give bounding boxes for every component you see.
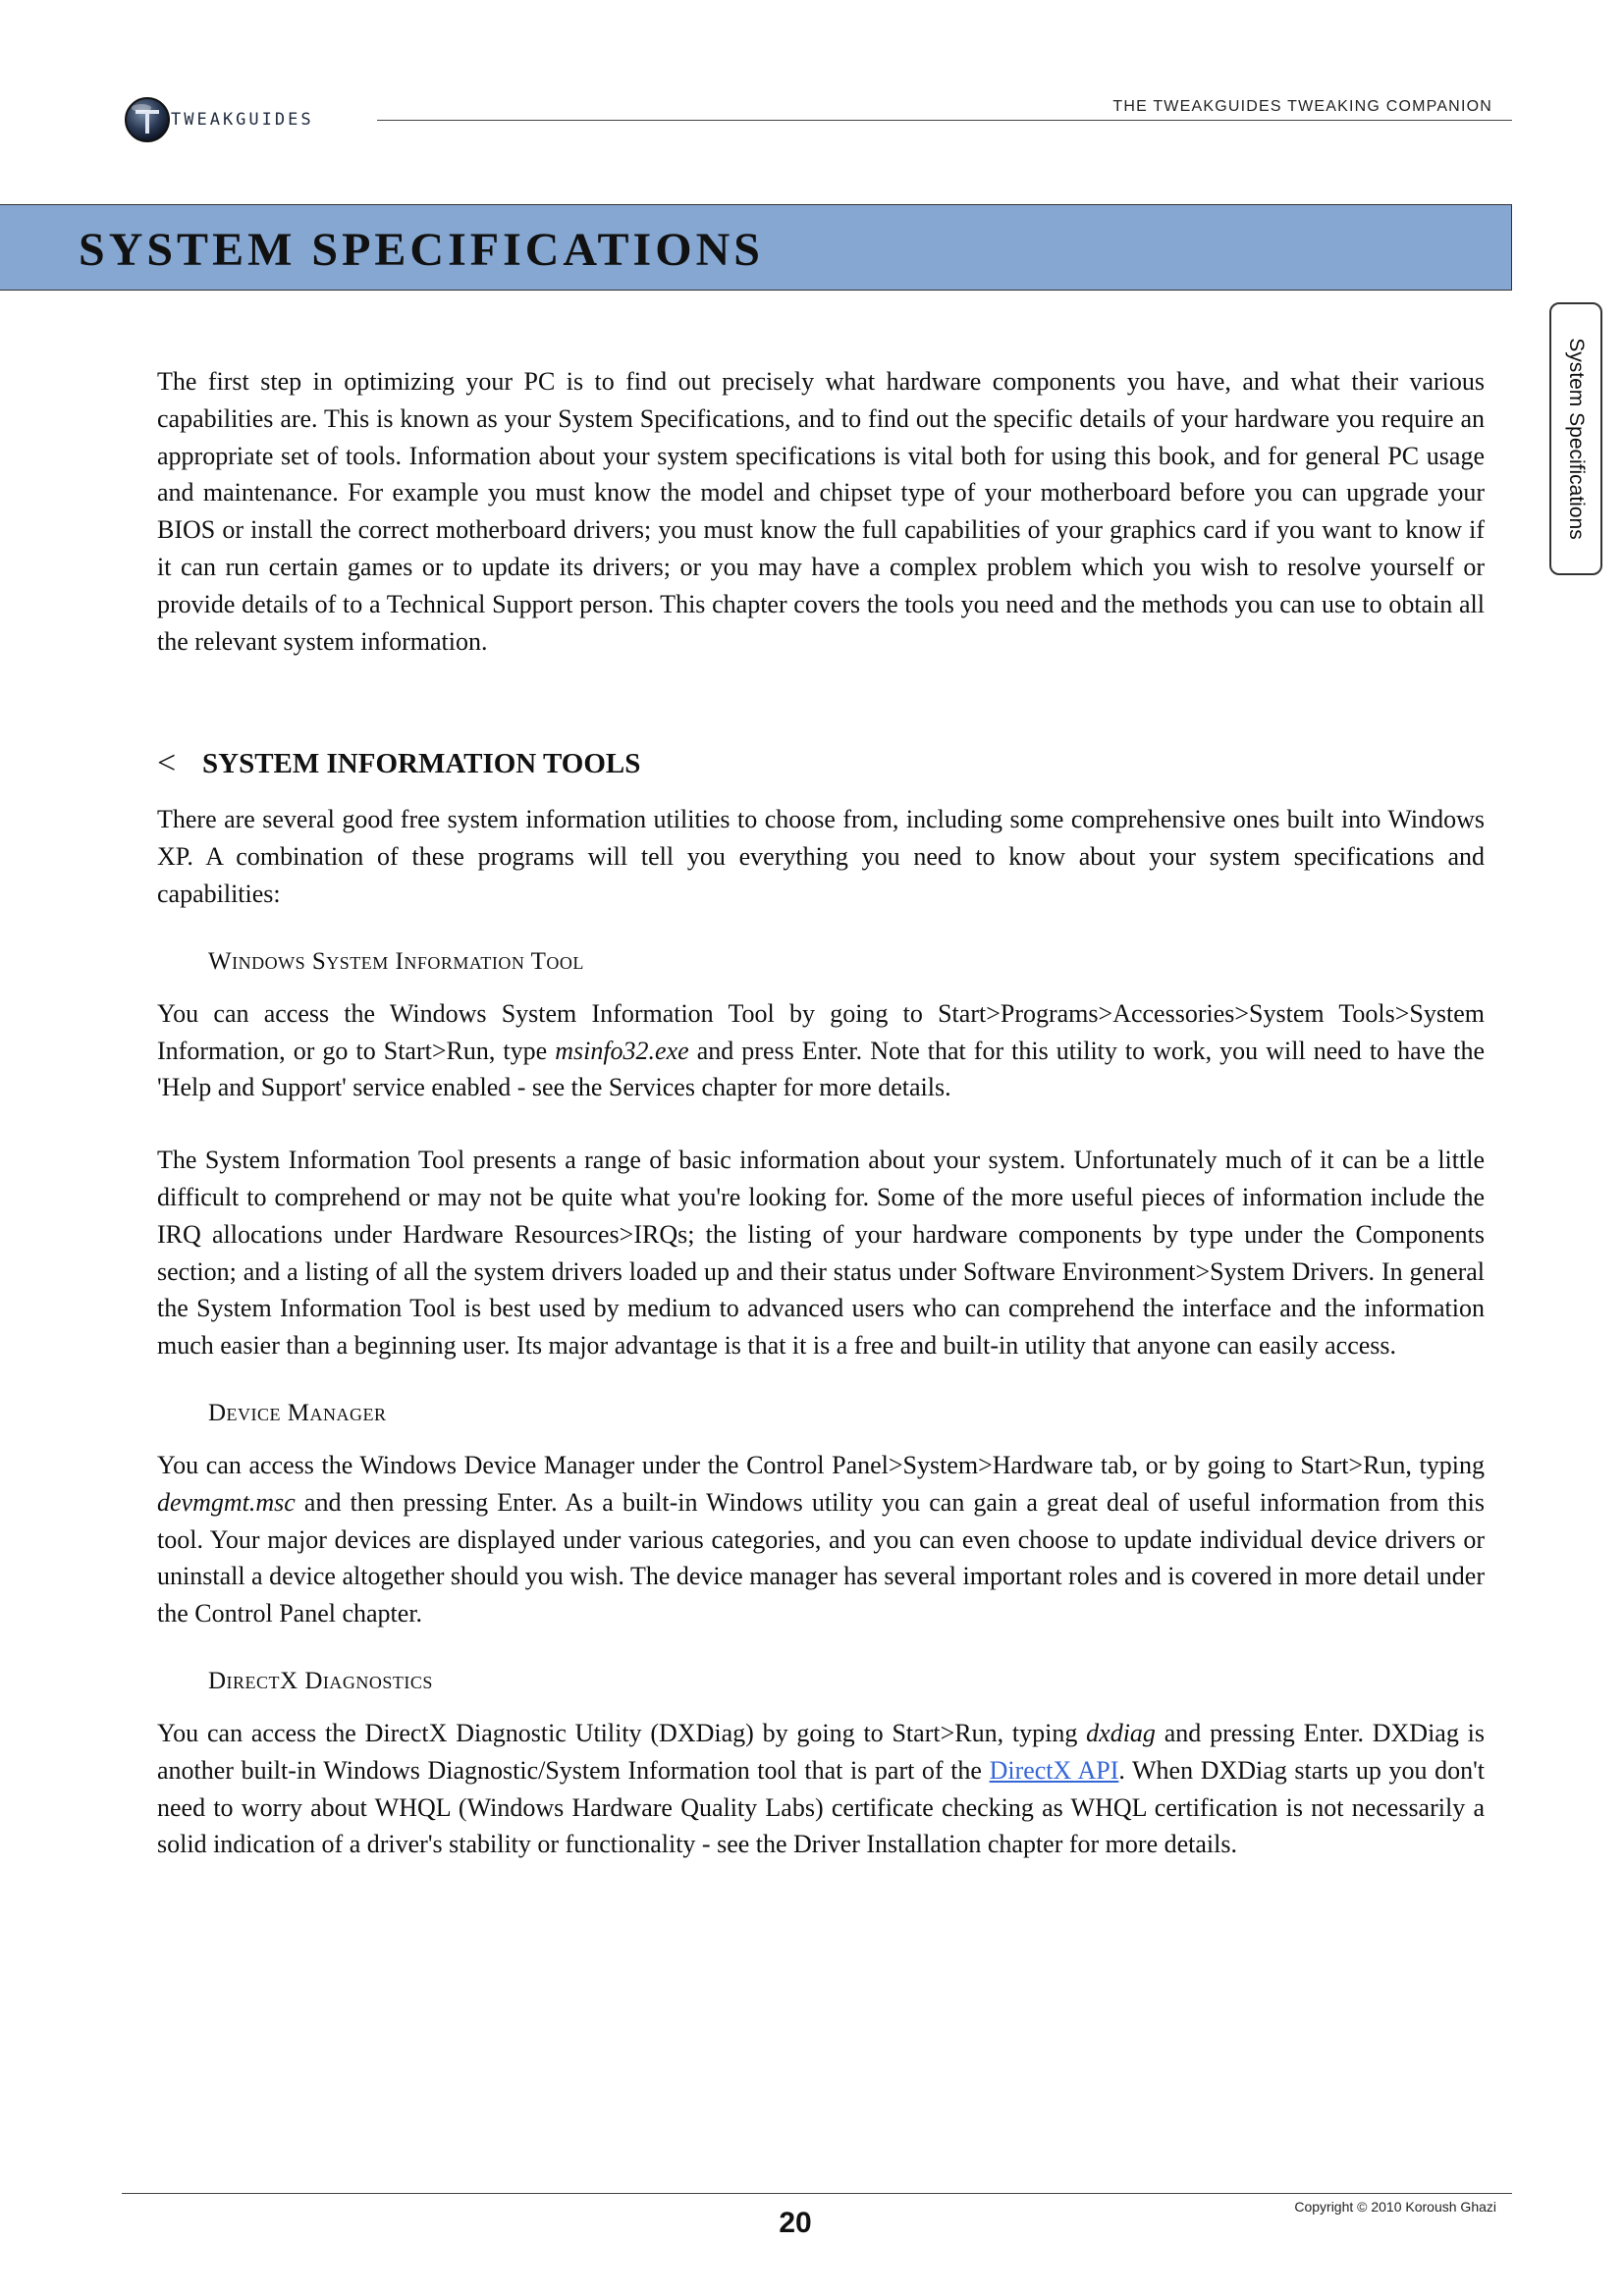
- title-band: [0, 204, 1512, 291]
- side-tab-label: System Specifications: [1565, 338, 1588, 540]
- section-heading: [157, 744, 1485, 783]
- page-number: 20: [779, 2207, 812, 2239]
- footer-rule: [122, 2193, 1512, 2194]
- msinfo-command: msinfo32.exe: [555, 1036, 689, 1065]
- wsit-paragraph-2: The System Information Tool presents a range of basic information about your system. Unfortunately much of it can be a little difficult to comprehend or may not be quite what you're looking for. Some of the more useful pieces of information include the IRQ allocations under Hardware Resources>IRQs; the listing of your hardware components by type under the Components section; and a listing of all the system drivers loaded up and their status under Software Environment>System Drivers. In general the System Information Tool is best used by medium to advanced users who can comprehend the interface and the information much easier than a beginning user. Its major advantage is that it is a free and built-in utility that anyone can easily access.: [157, 1146, 1485, 1361]
- side-tab: [1549, 302, 1602, 575]
- section-intro-paragraph: There are several good free system information utilities to choose from, including some comprehensive ones built into Windows XP. A combination of these programs will tell you everything you need to know about your system specifications and capabilities:: [157, 805, 1485, 908]
- intro-paragraph: The first step in optimizing your PC is to find out precisely what hardware components you have, and what their various capabilities are. This is known as your System Specifications, and to find out the specific details of your hardware you require an appropriate set of tools. Information about your system specifications is vital both for using this book, and for general PC usage and maintenance. For example you must know the model and chipset type of your motherboard before you can upgrade your BIOS or install the correct motherboard drivers; you must know the full capabilities of your graphics card if you want to know if it can run certain games or to update its drivers; or you may have a complex problem which you wish to resolve yourself or provide details of to a Technical Support person. This chapter covers the tools you need and the methods you can use to obtain all the relevant system information.: [157, 367, 1485, 656]
- device-manager-paragraph: You can access the Windows Device Manager under the Control Panel>System>Hardware tab, or by going to Start>Run, typing devmgmt.msc and then pressing Enter. As a built-in Windows utility you can gain a great deal of useful information from this tool. Your major devices are displayed under various categories, and you can even choose to update individual device drivers or uninstall a device altogether should you wish. The device manager has several important roles and is covered in more detail under the Control Panel chapter.: [157, 1450, 1485, 1629]
- chevron-left-icon: <: [157, 745, 177, 782]
- subheading-wsit: Windows System Information Tool: [208, 947, 584, 975]
- dxdiag-paragraph: You can access the DirectX Diagnostic Utility (DXDiag) by going to Start>Run, typing dxdiag and pressing Enter. DXDiag is another built-in Windows Diagnostic/System Information tool that is part of the DirectX API. When DXDiag starts up you don't need to worry about WHQL (Windows Hardware Quality Labs) certificate checking as WHQL certification is not necessarily a solid indication of a driver's stability or functionality - see the Driver Installation chapter for more details.: [157, 1718, 1485, 1859]
- devmgmt-command: devmgmt.msc: [157, 1487, 296, 1517]
- header-rule: [377, 120, 1512, 121]
- header-title: THE TWEAKGUIDES TWEAKING COMPANION: [1112, 98, 1492, 115]
- copyright-notice: Copyright © 2010 Koroush Ghazi: [1294, 2199, 1496, 2215]
- logo-wordmark: TWEAKGUIDES: [171, 110, 314, 130]
- dxdiag-command: dxdiag: [1086, 1718, 1156, 1747]
- subheading-device-manager: Device Manager: [208, 1399, 387, 1426]
- main-content: [157, 363, 1485, 1863]
- section-heading-text: SYSTEM INFORMATION TOOLS: [202, 748, 641, 780]
- subheading-directx-diagnostics: DirectX Diagnostics: [208, 1667, 433, 1694]
- tweakguides-logo: [122, 94, 367, 145]
- page-title: SYSTEM SPECIFICATIONS: [79, 224, 764, 276]
- wsit-paragraph-1: You can access the Windows System Information Tool by going to Start>Programs>Accessories>System Tools>System Information, or go to Start>Run, type msinfo32.exe and press Enter. Note that for this utility to work, you will need to have the 'Help and Support' service enabled - see the Services chapter for more details.: [157, 998, 1485, 1102]
- directx-api-link[interactable]: DirectX API: [989, 1755, 1119, 1785]
